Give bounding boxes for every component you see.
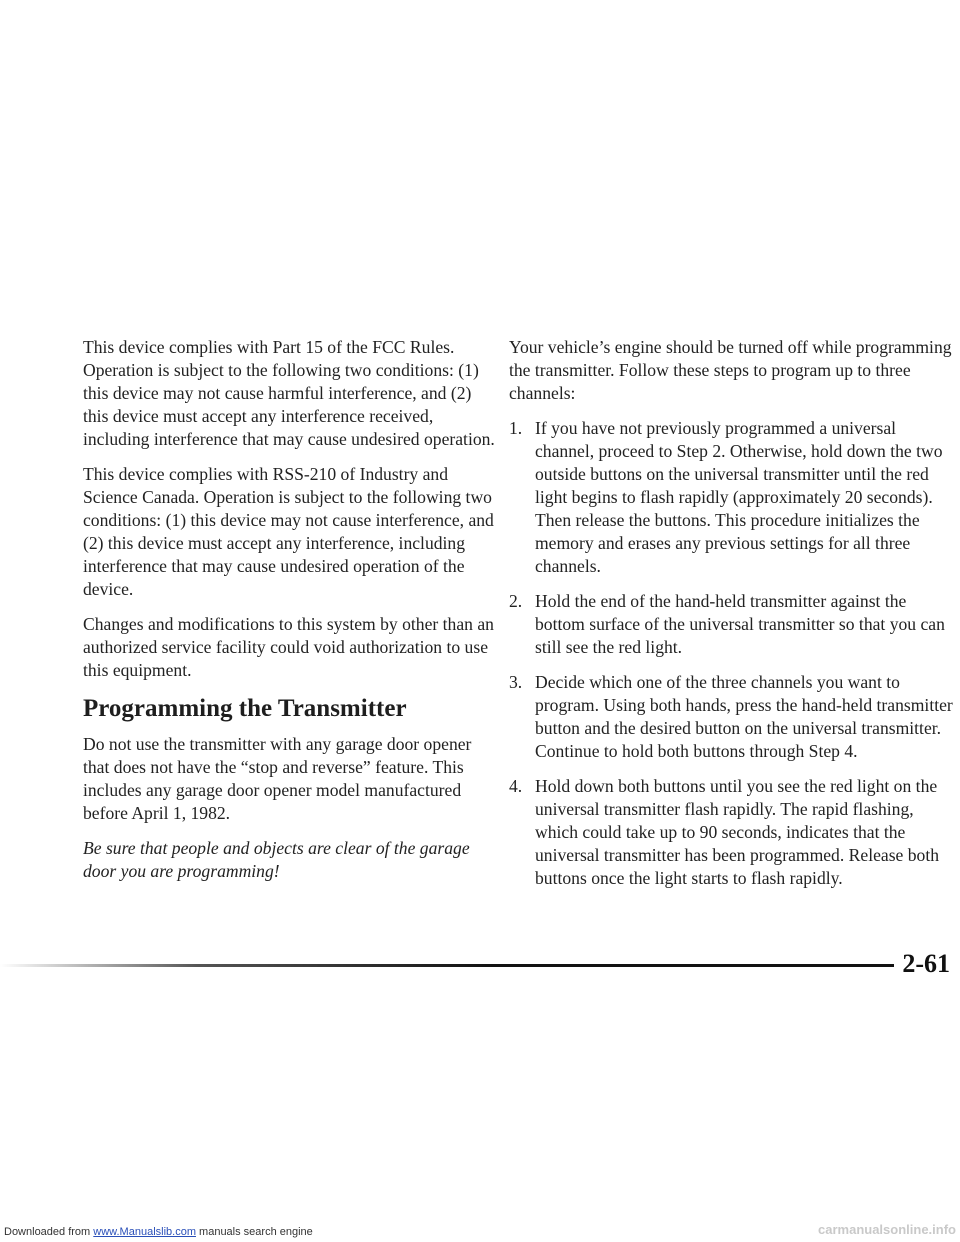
- page-number: 2-61: [894, 946, 950, 982]
- step-text: Hold down both buttons until you see the red light on the universal transmitter flash rapidly. The rapid flashing, which could take up to 90 seconds, indicates that the universal transmitter has been programmed. Release both buttons once the light starts to flash rapidly.: [535, 776, 940, 888]
- right-column: [509, 336, 955, 902]
- list-item: [509, 417, 955, 578]
- programming-steps-list: [509, 417, 955, 890]
- watermark: carmanualsonline.info: [818, 1222, 956, 1237]
- intro-paragraph: Your vehicle’s engine should be turned off while programming the transmitter. Follow these steps to program up to three channels:: [509, 337, 952, 403]
- manualslib-link[interactable]: www.Manualslib.com: [93, 1226, 196, 1238]
- modifications-warning-paragraph: Changes and modifications to this system by other than an authorized service facility could void authorization to use this equipment.: [83, 614, 494, 680]
- list-item: [509, 671, 955, 763]
- section-heading: Programming the Transmitter: [83, 695, 407, 722]
- safety-caution-paragraph: Be sure that people and objects are clear of the garage door you are programming!: [83, 838, 470, 881]
- step-number: 2.: [509, 591, 523, 611]
- step-text: If you have not previously programmed a universal channel, proceed to Step 2. Otherwise, hold down the two outside buttons on the universal transmitter until the red light begins to flash rapidly (approximately 20 seconds). Then release the buttons. This procedure initializes the memory and erases any previous settings for all three channels.: [535, 418, 943, 576]
- step-number: 4.: [509, 776, 523, 796]
- step-text: Decide which one of the three channels you want to program. Using both hands, press the hand-held transmitter button and the desired button on the universal transmitter. Continue to hold both buttons through Step 4.: [535, 672, 953, 761]
- footer-rule: [0, 964, 895, 967]
- list-item: [509, 590, 955, 659]
- step-text: Hold the end of the hand-held transmitter against the bottom surface of the universal transmitter so that you can still see the red light.: [535, 591, 945, 657]
- step-number: 3.: [509, 672, 523, 692]
- download-footer: [4, 1225, 313, 1239]
- left-column: [83, 336, 498, 895]
- fcc-compliance-paragraph: This device complies with Part 15 of the FCC Rules. Operation is subject to the following two conditions: (1) this device may not cause harmful interference, and (2) this device must accept any interference received, including interference that may cause undesired operation.: [83, 337, 495, 449]
- list-item: [509, 775, 955, 890]
- rss-compliance-paragraph: This device complies with RSS-210 of Industry and Science Canada. Operation is subject to the following two conditions: (1) this device may not cause interference, and (2) this device must accept any interference, including interference that may cause undesired operation of the device.: [83, 464, 494, 599]
- garage-opener-paragraph: Do not use the transmitter with any garage door opener that does not have the “stop and reverse” feature. This includes any garage door opener model manufactured before April 1, 1982.: [83, 734, 472, 823]
- footer-suffix: manuals search engine: [195, 1226, 313, 1238]
- step-number: 1.: [509, 418, 523, 438]
- footer-prefix: Downloaded from: [4, 1226, 94, 1238]
